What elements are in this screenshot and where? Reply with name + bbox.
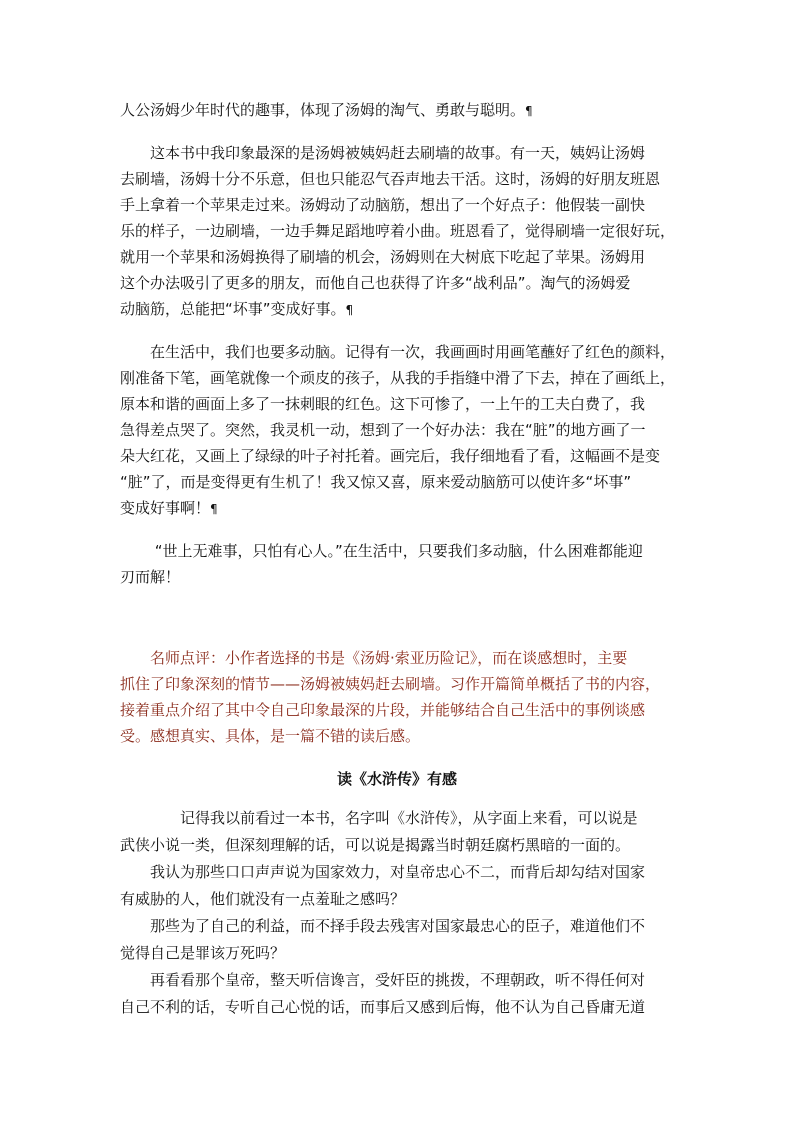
para3-line-2: 刃而解！ xyxy=(120,568,181,586)
essay-line-5: 那些为了自己的利益，而不择手段去残害对国家最忠心的臣子，难道他们不 xyxy=(120,917,646,935)
paragraph-mark: ¶ xyxy=(345,303,354,317)
essay-body xyxy=(120,805,680,1021)
essay-line-1: 记得我以前看过一本书，名字叫《水浒传》，从字面上来看，可以说是 xyxy=(120,809,638,827)
teacher-review xyxy=(120,645,680,749)
review-line-1: 名师点评：小作者选择的书是《汤姆·索亚历险记》，而在谈感想时，主要 xyxy=(120,649,628,667)
para2-line-5: 朵大红花，又画上了绿绿的叶子衬托着。画完后，我仔细地看了看，这幅画不是变 xyxy=(120,447,661,465)
para1-line-6: 这个办法吸引了更多的朋友，而他自己也获得了许多“战利品”。淘气的汤姆爱 xyxy=(120,274,631,292)
para1-line-3: 手上拿着一个苹果走过来。汤姆动了动脑筋，想出了一个好点子：他假装一副快 xyxy=(120,196,646,214)
para2-line-2: 刚准备下笔，画笔就像一个顽皮的孩子，从我的手指缝中滑了下去，掉在了画纸上， xyxy=(120,369,676,387)
para1-line-1: 这本书中我印象最深的是汤姆被姨妈赶去刷墙的故事。有一天，姨妈让汤姆 xyxy=(120,144,646,162)
para1-line-2: 去刷墙，汤姆十分不乐意，但也只能忍气吞声地去干活。这时，汤姆的好朋友班恩 xyxy=(120,170,661,188)
essay-line-4: 有威胁的人，他们就没有一点羞耻之感吗？ xyxy=(120,890,406,908)
paragraph-life-story xyxy=(120,339,680,521)
para1-line-5: 就用一个苹果和汤姆换得了刷墙的机会，汤姆则在大树底下吃起了苹果。汤姆用 xyxy=(120,248,646,266)
essay-line-3: 我认为那些口口声声说为国家效力，对皇帝忠心不二，而背后却勾结对国家 xyxy=(120,863,646,881)
para3-line-1: “世上无难事，只怕有心人。”在生活中，只要我们多动脑，什么困难都能迎 xyxy=(120,542,643,560)
para2-line-3: 原本和谐的画面上多了一抹刺眼的红色。这下可惨了，一上午的工夫白费了，我 xyxy=(120,395,646,413)
para1-line-7: 动脑筋，总能把“坏事”变成好事。 xyxy=(120,300,346,318)
para2-line-6: “脏”了，而是变得更有生机了！我又惊又喜，原来爱动脑筋可以使许多“坏事” xyxy=(120,473,632,491)
essay-line-8: 自己不利的话，专听自己心悦的话，而事后又感到后悔，他不认为自己昏庸无道 xyxy=(120,998,646,1016)
intro-line-1: 人公汤姆少年时代的趣事，体现了汤姆的淘气、勇敢与聪明。 xyxy=(120,101,526,119)
para2-line-1: 在生活中，我们也要多动脑。记得有一次，我画画时用画笔蘸好了红色的颜料， xyxy=(120,343,676,361)
review-line-2: 抓住了印象深刻的情节——汤姆被姨妈赶去刷墙。习作开篇简单概括了书的内容， xyxy=(120,675,661,693)
paragraph-painting-wall xyxy=(120,140,680,322)
intro-paragraph xyxy=(120,97,680,123)
essay-line-6: 觉得自己是罪该万死吗？ xyxy=(120,944,286,962)
para2-line-4: 急得差点哭了。突然，我灵机一动，想到了一个好办法：我在“脏”的地方画了一 xyxy=(120,421,646,439)
para2-line-7: 变成好事啊！ xyxy=(120,499,211,517)
essay-title: 读《水浒传》有感 xyxy=(336,770,457,788)
paragraph-conclusion xyxy=(120,538,680,590)
essay-line-7: 再看看那个皇帝，整天听信谗言，受奸臣的挑拨，不理朝政，听不得任何对 xyxy=(120,971,646,989)
para1-line-4: 乐的样子，一边刷墙，一边手舞足蹈地哼着小曲。班恩看了，觉得刷墙一定很好玩， xyxy=(120,222,676,240)
review-line-3: 接着重点介绍了其中令自己印象最深的片段，并能够结合自己生活中的事例谈感 xyxy=(120,701,646,719)
review-line-4: 受。感想真实、具体，是一篇不错的读后感。 xyxy=(120,727,421,745)
essay-line-2: 武侠小说一类，但深刻理解的话，可以说是揭露当时朝廷腐朽黑暗的一面的。 xyxy=(120,836,631,854)
paragraph-mark: ¶ xyxy=(525,104,533,118)
paragraph-mark: ¶ xyxy=(210,502,218,516)
